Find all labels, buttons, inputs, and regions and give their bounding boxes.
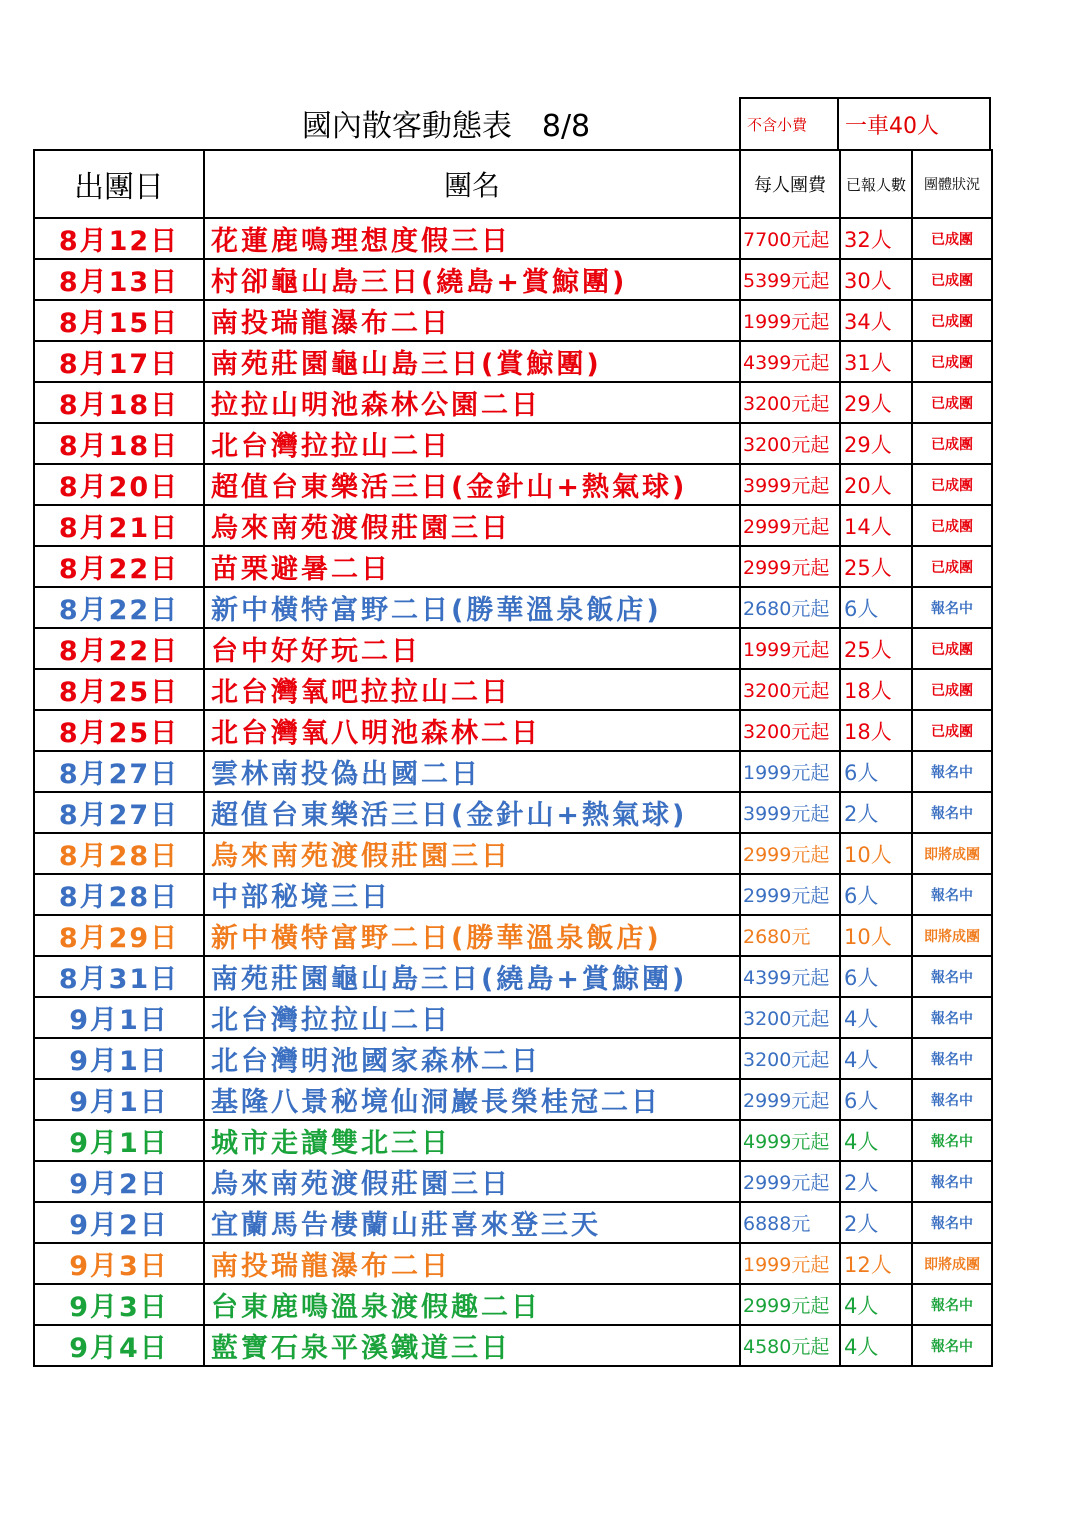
departure-date: 8月27日 (34, 792, 204, 833)
signed-up-count: 2人 (840, 1202, 912, 1243)
tour-name: 基隆八景秘境仙洞巖長榮桂冠二日 (204, 1079, 740, 1120)
departure-date: 8月18日 (34, 382, 204, 423)
tip-note: 不含小費 (739, 97, 839, 149)
tour-name: 花蓮鹿鳴理想度假三日 (204, 218, 740, 259)
table-header-row (34, 150, 992, 218)
tour-name: 苗栗避暑二日 (204, 546, 740, 587)
table-row (34, 874, 992, 915)
signed-up-count: 6人 (840, 1079, 912, 1120)
tour-name: 北台灣明池國家森林二日 (204, 1038, 740, 1079)
table-body (34, 218, 992, 1366)
group-status: 已成團 (912, 464, 992, 505)
tour-fee: 2999元起 (740, 505, 840, 546)
departure-date: 8月31日 (34, 956, 204, 997)
departure-date: 8月18日 (34, 423, 204, 464)
column-header-status: 團體狀況 (912, 150, 992, 218)
tour-name: 新中橫特富野二日(勝華溫泉飯店) (204, 587, 740, 628)
departure-date: 9月1日 (34, 1120, 204, 1161)
signed-up-count: 31人 (840, 341, 912, 382)
table-row (34, 833, 992, 874)
signed-up-count: 34人 (840, 300, 912, 341)
departure-date: 8月15日 (34, 300, 204, 341)
departure-date: 9月2日 (34, 1202, 204, 1243)
group-status: 已成團 (912, 669, 992, 710)
table-row (34, 628, 992, 669)
tour-fee: 3999元起 (740, 792, 840, 833)
table-row (34, 587, 992, 628)
tour-name: 超值台東樂活三日(金針山+熱氣球) (204, 464, 740, 505)
tour-name: 烏來南苑渡假莊園三日 (204, 505, 740, 546)
tour-fee: 4999元起 (740, 1120, 840, 1161)
signed-up-count: 4人 (840, 1120, 912, 1161)
tour-name: 北台灣氧八明池森林二日 (204, 710, 740, 751)
signed-up-count: 20人 (840, 464, 912, 505)
signed-up-count: 6人 (840, 751, 912, 792)
departure-date: 8月25日 (34, 669, 204, 710)
table-row (34, 1079, 992, 1120)
tour-fee: 2680元 (740, 915, 840, 956)
signed-up-count: 2人 (840, 792, 912, 833)
table-row (34, 1325, 992, 1366)
signed-up-count: 6人 (840, 956, 912, 997)
tour-fee: 1999元起 (740, 751, 840, 792)
group-status: 即將成團 (912, 833, 992, 874)
tour-fee: 3200元起 (740, 997, 840, 1038)
tour-name: 藍寶石泉平溪鐵道三日 (204, 1325, 740, 1366)
group-status: 已成團 (912, 628, 992, 669)
tour-fee: 1999元起 (740, 300, 840, 341)
table-row (34, 915, 992, 956)
departure-date: 8月29日 (34, 915, 204, 956)
column-header-date: 出團日 (34, 150, 204, 218)
capacity-note: 一車40人 (839, 97, 991, 149)
tour-fee: 3200元起 (740, 1038, 840, 1079)
group-status: 已成團 (912, 423, 992, 464)
table-row (34, 259, 992, 300)
signed-up-count: 18人 (840, 669, 912, 710)
signed-up-count: 32人 (840, 218, 912, 259)
tour-fee: 2999元起 (740, 1284, 840, 1325)
tour-name: 拉拉山明池森林公園二日 (204, 382, 740, 423)
tour-name: 城市走讀雙北三日 (204, 1120, 740, 1161)
signed-up-count: 10人 (840, 833, 912, 874)
departure-date: 8月20日 (34, 464, 204, 505)
departure-date: 8月22日 (34, 546, 204, 587)
signed-up-count: 4人 (840, 1325, 912, 1366)
signed-up-count: 6人 (840, 587, 912, 628)
tour-fee: 4580元起 (740, 1325, 840, 1366)
group-status: 已成團 (912, 505, 992, 546)
group-status: 已成團 (912, 218, 992, 259)
tour-schedule-sheet (33, 97, 991, 1367)
signed-up-count: 29人 (840, 382, 912, 423)
departure-date: 8月21日 (34, 505, 204, 546)
group-status: 報名中 (912, 1161, 992, 1202)
tour-fee: 2999元起 (740, 1079, 840, 1120)
group-status: 已成團 (912, 382, 992, 423)
tour-name: 新中橫特富野二日(勝華溫泉飯店) (204, 915, 740, 956)
group-status: 報名中 (912, 751, 992, 792)
table-row (34, 956, 992, 997)
tour-name: 超值台東樂活三日(金針山+熱氣球) (204, 792, 740, 833)
tour-name: 中部秘境三日 (204, 874, 740, 915)
departure-date: 9月4日 (34, 1325, 204, 1366)
departure-date: 9月3日 (34, 1284, 204, 1325)
table-row (34, 1120, 992, 1161)
tour-fee: 2680元起 (740, 587, 840, 628)
table-row (34, 710, 992, 751)
tour-fee: 3999元起 (740, 464, 840, 505)
table-row (34, 1284, 992, 1325)
tour-fee: 3200元起 (740, 423, 840, 464)
table-row (34, 505, 992, 546)
signed-up-count: 14人 (840, 505, 912, 546)
group-status: 報名中 (912, 1284, 992, 1325)
tour-name: 雲林南投偽出國二日 (204, 751, 740, 792)
table-row (34, 1038, 992, 1079)
column-header-tour-name: 團名 (204, 150, 740, 218)
tour-name: 南投瑞龍瀑布二日 (204, 1243, 740, 1284)
signed-up-count: 29人 (840, 423, 912, 464)
group-status: 報名中 (912, 587, 992, 628)
signed-up-count: 18人 (840, 710, 912, 751)
departure-date: 8月13日 (34, 259, 204, 300)
signed-up-count: 10人 (840, 915, 912, 956)
table-row (34, 300, 992, 341)
table-row (34, 464, 992, 505)
departure-date: 8月17日 (34, 341, 204, 382)
departure-date: 9月1日 (34, 1038, 204, 1079)
signed-up-count: 25人 (840, 546, 912, 587)
tour-fee: 2999元起 (740, 874, 840, 915)
table-row (34, 218, 992, 259)
table-row (34, 997, 992, 1038)
group-status: 已成團 (912, 546, 992, 587)
tour-name: 北台灣拉拉山二日 (204, 423, 740, 464)
table-row (34, 792, 992, 833)
table-row (34, 1202, 992, 1243)
group-status: 已成團 (912, 259, 992, 300)
departure-date: 9月1日 (34, 997, 204, 1038)
tour-fee: 2999元起 (740, 546, 840, 587)
tour-fee: 2999元起 (740, 833, 840, 874)
table-row (34, 382, 992, 423)
group-status: 已成團 (912, 300, 992, 341)
departure-date: 8月28日 (34, 874, 204, 915)
departure-date: 9月3日 (34, 1243, 204, 1284)
signed-up-count: 4人 (840, 1284, 912, 1325)
tour-fee: 6888元 (740, 1202, 840, 1243)
group-status: 報名中 (912, 1038, 992, 1079)
tour-fee: 1999元起 (740, 1243, 840, 1284)
table-row (34, 751, 992, 792)
tour-fee: 5399元起 (740, 259, 840, 300)
group-status: 即將成團 (912, 915, 992, 956)
group-status: 報名中 (912, 792, 992, 833)
tour-fee: 4399元起 (740, 956, 840, 997)
signed-up-count: 4人 (840, 1038, 912, 1079)
group-status: 報名中 (912, 1202, 992, 1243)
tour-name: 台中好好玩二日 (204, 628, 740, 669)
tour-name: 南苑莊園龜山島三日(賞鯨團) (204, 341, 740, 382)
table-row (34, 669, 992, 710)
signed-up-count: 12人 (840, 1243, 912, 1284)
tour-fee: 7700元起 (740, 218, 840, 259)
group-status: 即將成團 (912, 1243, 992, 1284)
column-header-fee: 每人團費 (740, 150, 840, 218)
tour-name: 北台灣拉拉山二日 (204, 997, 740, 1038)
group-status: 已成團 (912, 341, 992, 382)
tour-name: 南苑莊園龜山島三日(繞島+賞鯨團) (204, 956, 740, 997)
departure-date: 8月22日 (34, 587, 204, 628)
group-status: 報名中 (912, 874, 992, 915)
group-status: 報名中 (912, 1120, 992, 1161)
departure-date: 8月27日 (34, 751, 204, 792)
departure-date: 8月12日 (34, 218, 204, 259)
page-title: 國內散客動態表 8/8 (301, 109, 591, 144)
tour-fee: 3200元起 (740, 710, 840, 751)
group-status: 報名中 (912, 997, 992, 1038)
group-status: 報名中 (912, 1079, 992, 1120)
signed-up-count: 2人 (840, 1161, 912, 1202)
tour-fee: 3200元起 (740, 382, 840, 423)
table-row (34, 1243, 992, 1284)
departure-date: 8月22日 (34, 628, 204, 669)
group-status: 報名中 (912, 1325, 992, 1366)
departure-date: 8月28日 (34, 833, 204, 874)
signed-up-count: 6人 (840, 874, 912, 915)
departure-date: 9月1日 (34, 1079, 204, 1120)
group-status: 報名中 (912, 956, 992, 997)
title-row (33, 97, 991, 149)
tour-name: 宜蘭馬告棲蘭山莊喜來登三天 (204, 1202, 740, 1243)
tour-name: 烏來南苑渡假莊園三日 (204, 833, 740, 874)
signed-up-count: 4人 (840, 997, 912, 1038)
table-row (34, 546, 992, 587)
tour-name: 村卻龜山島三日(繞島+賞鯨團) (204, 259, 740, 300)
table-row (34, 423, 992, 464)
table-row (34, 1161, 992, 1202)
signed-up-count: 25人 (840, 628, 912, 669)
tour-table (33, 149, 993, 1367)
tour-name: 烏來南苑渡假莊園三日 (204, 1161, 740, 1202)
table-row (34, 341, 992, 382)
tour-fee: 4399元起 (740, 341, 840, 382)
tour-name: 北台灣氧吧拉拉山二日 (204, 669, 740, 710)
departure-date: 8月25日 (34, 710, 204, 751)
tour-fee: 1999元起 (740, 628, 840, 669)
departure-date: 9月2日 (34, 1161, 204, 1202)
tour-fee: 2999元起 (740, 1161, 840, 1202)
tour-name: 台東鹿鳴溫泉渡假趣二日 (204, 1284, 740, 1325)
column-header-signed-up: 已報人數 (840, 150, 912, 218)
group-status: 已成團 (912, 710, 992, 751)
tour-name: 南投瑞龍瀑布二日 (204, 300, 740, 341)
tour-fee: 3200元起 (740, 669, 840, 710)
signed-up-count: 30人 (840, 259, 912, 300)
